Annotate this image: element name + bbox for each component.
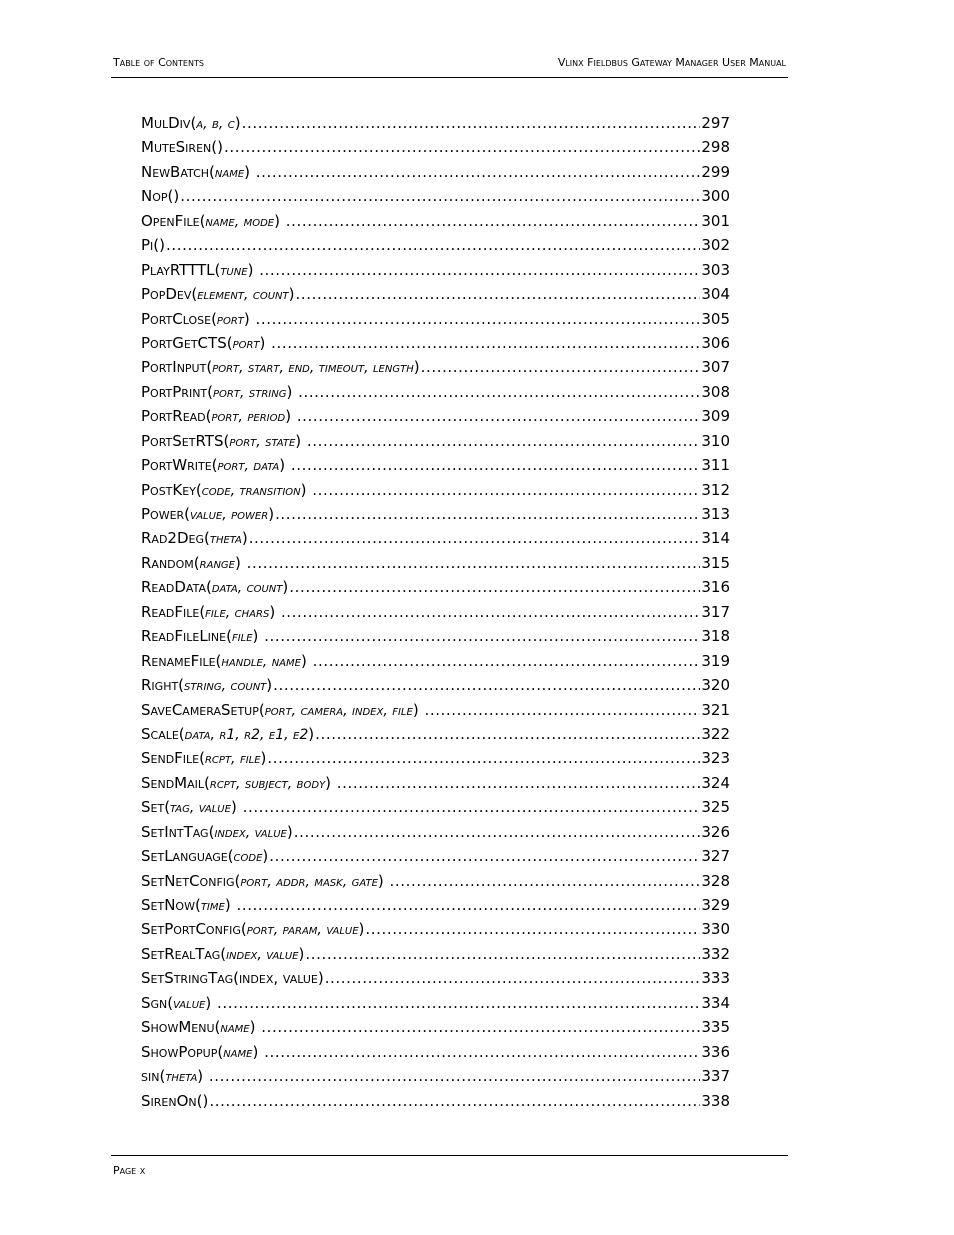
toc-entry[interactable] bbox=[141, 526, 730, 550]
toc-entry-function-name: ShowPopup( bbox=[141, 1042, 224, 1061]
toc-entry-closing-paren: ) bbox=[266, 676, 273, 695]
toc-entry-parameters: string, count bbox=[184, 678, 267, 695]
dot-leader bbox=[281, 600, 700, 624]
header-section-title: Table of Contents bbox=[113, 56, 204, 69]
toc-entry-closing-paren: ) bbox=[308, 724, 315, 743]
toc-entry-closing-paren: ) bbox=[260, 749, 267, 768]
toc-entry-closing-paren: ) bbox=[259, 333, 271, 352]
toc-entry-function-name: PlayRTTTL( bbox=[141, 260, 221, 279]
toc-entry-function-name: Nop() bbox=[141, 187, 180, 206]
toc-entry-function-name: SendFile( bbox=[141, 749, 205, 768]
toc-entry-parameters: port, period bbox=[211, 409, 286, 426]
toc-entry-page-number: 304 bbox=[701, 285, 730, 304]
dot-leader bbox=[236, 893, 700, 917]
toc-entry-closing-paren: ) bbox=[234, 114, 241, 132]
toc-entry-function-name: Scale( bbox=[141, 724, 185, 743]
toc-entry-function-name: SetNow( bbox=[141, 896, 201, 914]
toc-entry-closing-paren: ) bbox=[244, 162, 255, 181]
dot-leader bbox=[269, 844, 700, 868]
toc-entry-page-number: 333 bbox=[701, 969, 730, 988]
toc-entry-parameters: index, value bbox=[214, 824, 287, 841]
dot-leader bbox=[209, 1064, 700, 1088]
toc-entry[interactable] bbox=[141, 722, 730, 746]
dot-leader bbox=[424, 698, 700, 722]
toc-entry-parameters: file bbox=[231, 629, 253, 646]
toc-entry[interactable] bbox=[141, 624, 730, 648]
toc-entry-parameters: port, start, end, timeout, length bbox=[212, 360, 414, 377]
toc-entry[interactable] bbox=[141, 282, 730, 306]
toc-entry[interactable] bbox=[141, 551, 730, 575]
toc-entry-parameters: tune bbox=[220, 262, 248, 279]
toc-entry[interactable] bbox=[141, 502, 730, 526]
toc-entry[interactable] bbox=[141, 991, 730, 1015]
toc-entry[interactable] bbox=[141, 844, 730, 868]
toc-entry-parameters: name bbox=[214, 164, 245, 181]
toc-entry[interactable] bbox=[141, 307, 730, 331]
toc-entry-parameters: code bbox=[233, 849, 263, 866]
toc-entry-parameters: name, mode bbox=[205, 213, 275, 230]
toc-entry-parameters: theta bbox=[209, 531, 242, 548]
toc-entry-page-number: 327 bbox=[701, 847, 730, 866]
dot-leader bbox=[261, 1015, 700, 1039]
toc-entry-closing-paren: ) bbox=[358, 920, 365, 939]
dot-leader bbox=[256, 160, 701, 184]
toc-entry-closing-paren: ) bbox=[286, 822, 293, 841]
toc-entry-page-number: 334 bbox=[701, 993, 730, 1012]
toc-entry-page-number: 305 bbox=[701, 309, 730, 328]
toc-entry-function-name: OpenFile( bbox=[141, 211, 206, 230]
toc-entry-closing-paren: ) bbox=[205, 993, 216, 1012]
dot-leader bbox=[295, 282, 700, 306]
toc-entry-parameters: theta bbox=[165, 1069, 198, 1086]
toc-entry[interactable] bbox=[141, 575, 730, 599]
toc-entry-closing-paren: ) bbox=[241, 529, 248, 548]
toc-entry-closing-paren: ) bbox=[224, 896, 236, 914]
toc-entry-parameters: value bbox=[173, 995, 206, 1012]
toc-entry-page-number: 322 bbox=[701, 724, 730, 743]
toc-entry-page-number: 328 bbox=[701, 871, 730, 890]
toc-entry-function-name: Power( bbox=[141, 505, 191, 523]
toc-entry[interactable] bbox=[141, 600, 730, 624]
toc-entry-function-name: SetLanguage( bbox=[141, 847, 234, 866]
toc-entry[interactable] bbox=[141, 404, 730, 428]
toc-entry-function-name: RenameFile( bbox=[141, 651, 222, 670]
toc-entry[interactable] bbox=[141, 869, 730, 893]
toc-entry-closing-paren: ) bbox=[279, 456, 290, 475]
toc-entry-page-number: 326 bbox=[701, 822, 730, 841]
dot-leader bbox=[271, 331, 700, 355]
toc-entry-function-name: NewBatch( bbox=[141, 162, 215, 181]
dot-leader bbox=[267, 746, 700, 770]
toc-entry[interactable] bbox=[141, 649, 730, 673]
toc-entry-closing-paren: ) bbox=[252, 627, 264, 646]
toc-entry-page-number: 308 bbox=[701, 382, 730, 401]
toc-entry-closing-paren: ) bbox=[249, 1018, 261, 1037]
dot-leader bbox=[315, 722, 700, 746]
toc-entry-function-name: SetIntTag( bbox=[141, 822, 215, 841]
toc-entry-page-number: 307 bbox=[701, 358, 730, 377]
toc-entry-page-number: 317 bbox=[701, 602, 730, 621]
toc-entry-page-number: 319 bbox=[701, 651, 730, 670]
dot-leader bbox=[286, 209, 701, 233]
toc-entry-function-name: MulDiv( bbox=[141, 114, 197, 132]
toc-entry-function-name: SaveCameraSetup( bbox=[141, 700, 265, 719]
toc-entry[interactable] bbox=[141, 258, 730, 282]
dot-leader bbox=[291, 453, 701, 477]
dot-leader bbox=[217, 991, 700, 1015]
toc-entry-page-number: 338 bbox=[701, 1091, 730, 1110]
toc-entry-parameters: handle, name bbox=[221, 653, 301, 670]
toc-entry-closing-paren: ) bbox=[298, 944, 305, 963]
toc-entry-function-name: PortPrint( bbox=[141, 382, 213, 401]
dot-leader bbox=[365, 917, 700, 941]
toc-entry-parameters: port, param, value bbox=[246, 922, 359, 939]
toc-entry-page-number: 330 bbox=[701, 920, 730, 939]
toc-entry-page-number: 298 bbox=[701, 138, 730, 157]
toc-entry-parameters: port bbox=[232, 335, 260, 352]
dot-leader bbox=[275, 502, 700, 526]
toc-entry-function-name: ReadData( bbox=[141, 578, 212, 597]
dot-leader bbox=[305, 942, 700, 966]
toc-entry-function-name: SetStringTag(index, value) bbox=[141, 969, 324, 988]
toc-entry-parameters: port, camera, index, file bbox=[264, 702, 413, 719]
toc-entry-closing-paren: ) bbox=[286, 382, 298, 401]
toc-entry-function-name: MuteSiren() bbox=[141, 138, 223, 157]
toc-entry-function-name: PostKey( bbox=[141, 480, 202, 499]
toc-entry[interactable] bbox=[141, 429, 730, 453]
toc-entry-page-number: 335 bbox=[701, 1018, 730, 1037]
dot-leader bbox=[390, 869, 701, 893]
toc-entry-closing-paren: ) bbox=[243, 309, 255, 328]
toc-entry-page-number: 309 bbox=[701, 407, 730, 426]
toc-entry[interactable] bbox=[141, 771, 730, 795]
toc-entry[interactable] bbox=[141, 1064, 730, 1088]
toc-entry-parameters: range bbox=[199, 555, 235, 572]
dot-leader bbox=[337, 771, 701, 795]
toc-entry-function-name: PortSetRTS( bbox=[141, 431, 230, 450]
dot-leader bbox=[249, 526, 701, 550]
toc-entry-page-number: 323 bbox=[701, 749, 730, 768]
toc-entry-function-name: PortInput( bbox=[141, 358, 213, 377]
toc-entry-page-number: 325 bbox=[701, 798, 730, 817]
toc-entry-closing-paren: ) bbox=[300, 651, 312, 670]
toc-entry[interactable] bbox=[141, 160, 730, 184]
toc-entry[interactable] bbox=[141, 942, 730, 966]
toc-entry-page-number: 318 bbox=[701, 627, 730, 646]
toc-entry-parameters: data, r1, r2, e1, e2 bbox=[184, 726, 309, 743]
toc-entry-function-name: SetRealTag( bbox=[141, 944, 227, 963]
toc-entry-page-number: 310 bbox=[701, 431, 730, 450]
toc-entry-parameters: name bbox=[223, 1044, 253, 1061]
toc-entry-page-number: 329 bbox=[701, 896, 730, 914]
dot-leader bbox=[307, 429, 700, 453]
toc-entry-page-number: 313 bbox=[701, 505, 730, 523]
toc-entry-parameters: a, b, c bbox=[196, 116, 235, 132]
toc-entry-closing-paren: ) bbox=[295, 431, 306, 450]
toc-entry[interactable] bbox=[141, 1089, 730, 1113]
toc-entry-closing-paren: ) bbox=[377, 871, 389, 890]
toc-entry-page-number: 320 bbox=[701, 676, 730, 695]
dot-leader bbox=[247, 551, 701, 575]
dot-leader bbox=[264, 1040, 700, 1064]
toc-entry[interactable] bbox=[141, 135, 730, 159]
toc-entry[interactable] bbox=[141, 380, 730, 404]
toc-entry-page-number: 300 bbox=[701, 187, 730, 206]
dot-leader bbox=[209, 1089, 700, 1113]
toc-entry-page-number: 336 bbox=[701, 1042, 730, 1061]
toc-entry-page-number: 303 bbox=[701, 260, 730, 279]
toc-entry-parameters: rcpt, subject, body bbox=[209, 775, 326, 792]
toc-entry-function-name: Pi() bbox=[141, 236, 165, 255]
dot-leader bbox=[273, 673, 700, 697]
toc-entry[interactable] bbox=[141, 355, 730, 379]
toc-entry-parameters: port, data bbox=[217, 458, 280, 475]
dot-leader bbox=[313, 649, 701, 673]
toc-entry-function-name: PortWrite( bbox=[141, 456, 218, 475]
toc-entry[interactable] bbox=[141, 1040, 730, 1064]
dot-leader bbox=[297, 404, 701, 428]
toc-entry-closing-paren: ) bbox=[230, 798, 242, 817]
toc-entry-page-number: 316 bbox=[701, 578, 730, 597]
toc-entry[interactable] bbox=[141, 820, 730, 844]
toc-entry-parameters: tag, value bbox=[170, 800, 231, 817]
dot-leader bbox=[224, 135, 700, 159]
toc-entry-function-name: Rad2Deg( bbox=[141, 529, 210, 548]
dot-leader bbox=[312, 478, 700, 502]
toc-entry-parameters: code, transition bbox=[201, 482, 301, 499]
toc-entry-page-number: 299 bbox=[701, 162, 730, 181]
toc-entry-function-name: PopDev( bbox=[141, 285, 198, 304]
toc-entry[interactable] bbox=[141, 746, 730, 770]
toc-entry-parameters: port, addr, mask, gate bbox=[240, 873, 378, 890]
toc-entry-page-number: 311 bbox=[701, 456, 730, 475]
toc-entry-page-number: 306 bbox=[701, 333, 730, 352]
toc-entry[interactable] bbox=[141, 1015, 730, 1039]
toc-entry[interactable] bbox=[141, 184, 730, 208]
toc-entry-function-name: Right( bbox=[141, 676, 185, 695]
toc-entry[interactable] bbox=[141, 893, 730, 917]
page-footer bbox=[111, 1155, 788, 1177]
toc-entry-closing-paren: ) bbox=[274, 211, 285, 230]
page-number: Page x bbox=[113, 1164, 146, 1177]
dot-leader bbox=[259, 258, 700, 282]
toc-entry-parameters: port, state bbox=[229, 433, 296, 450]
toc-entry-function-name: ReadFileLine( bbox=[141, 627, 232, 646]
toc-entry-closing-paren: ) bbox=[269, 602, 280, 621]
dot-leader bbox=[294, 820, 701, 844]
toc-entry-function-name: SirenOn() bbox=[141, 1091, 209, 1110]
toc-entry-closing-paren: ) bbox=[325, 773, 336, 792]
table-of-contents bbox=[141, 111, 730, 1113]
toc-entry-function-name: Random( bbox=[141, 553, 200, 572]
dot-leader bbox=[256, 307, 701, 331]
toc-entry-function-name: sin( bbox=[141, 1067, 166, 1086]
toc-entry-function-name: SetPortConfig( bbox=[141, 920, 247, 939]
dot-leader bbox=[298, 380, 700, 404]
toc-entry-closing-paren: ) bbox=[197, 1067, 208, 1086]
dot-leader bbox=[325, 966, 701, 990]
toc-entry-function-name: Set( bbox=[141, 798, 171, 817]
toc-entry-parameters: rcpt, file bbox=[204, 751, 261, 768]
toc-entry-closing-paren: ) bbox=[300, 480, 312, 499]
toc-entry-function-name: SetNetConfig( bbox=[141, 871, 241, 890]
toc-entry-closing-paren: ) bbox=[413, 358, 420, 377]
toc-entry[interactable] bbox=[141, 209, 730, 233]
toc-entry-page-number: 332 bbox=[701, 944, 730, 963]
toc-entry-parameters: index, value bbox=[226, 946, 299, 963]
toc-entry-page-number: 302 bbox=[701, 236, 730, 255]
toc-entry-function-name: PortRead( bbox=[141, 407, 212, 426]
dot-leader bbox=[180, 184, 700, 208]
toc-entry-closing-paren: ) bbox=[252, 1042, 264, 1061]
dot-leader bbox=[166, 233, 700, 257]
toc-entry-closing-paren: ) bbox=[268, 505, 275, 523]
toc-entry-function-name: SendMail( bbox=[141, 773, 210, 792]
dot-leader bbox=[242, 111, 701, 135]
toc-entry-page-number: 301 bbox=[701, 211, 730, 230]
toc-entry[interactable] bbox=[141, 111, 730, 135]
toc-entry[interactable] bbox=[141, 331, 730, 355]
toc-entry-parameters: data, count bbox=[211, 580, 283, 597]
toc-entry[interactable] bbox=[141, 233, 730, 257]
header-manual-title: Vlinx Fieldbus Gateway Manager User Manual bbox=[557, 56, 786, 69]
toc-entry-parameters: file, chars bbox=[205, 604, 270, 621]
toc-entry-closing-paren: ) bbox=[285, 407, 296, 426]
toc-entry-page-number: 297 bbox=[701, 114, 730, 132]
toc-entry-closing-paren: ) bbox=[412, 700, 424, 719]
toc-entry[interactable] bbox=[141, 917, 730, 941]
toc-entry-page-number: 324 bbox=[701, 773, 730, 792]
toc-entry-parameters: port bbox=[216, 311, 244, 328]
dot-leader bbox=[243, 795, 701, 819]
toc-entry-parameters: time bbox=[200, 898, 225, 914]
toc-entry-parameters: name bbox=[220, 1020, 250, 1037]
dot-leader bbox=[264, 624, 700, 648]
toc-entry-function-name: PortGetCTS( bbox=[141, 333, 233, 352]
toc-entry-closing-paren: ) bbox=[247, 260, 259, 279]
page-header bbox=[111, 55, 788, 78]
toc-entry[interactable] bbox=[141, 453, 730, 477]
toc-entry-function-name: Sgn( bbox=[141, 993, 174, 1012]
toc-entry-page-number: 321 bbox=[701, 700, 730, 719]
toc-entry-page-number: 314 bbox=[701, 529, 730, 548]
toc-entry-parameters: port, string bbox=[213, 384, 287, 401]
toc-entry-page-number: 312 bbox=[701, 480, 730, 499]
toc-entry-closing-paren: ) bbox=[235, 553, 246, 572]
toc-entry-function-name: PortClose( bbox=[141, 309, 217, 328]
toc-entry[interactable] bbox=[141, 795, 730, 819]
toc-entry-parameters: element, count bbox=[197, 287, 289, 304]
toc-entry-function-name: ShowMenu( bbox=[141, 1018, 221, 1037]
toc-entry-closing-paren: ) bbox=[262, 847, 269, 866]
dot-leader bbox=[421, 355, 701, 379]
toc-entry-function-name: ReadFile( bbox=[141, 602, 206, 621]
toc-entry-page-number: 315 bbox=[701, 553, 730, 572]
toc-entry-page-number: 337 bbox=[701, 1067, 730, 1086]
toc-entry-parameters: value, power bbox=[190, 507, 269, 523]
toc-entry-closing-paren: ) bbox=[282, 578, 289, 597]
toc-entry[interactable] bbox=[141, 966, 730, 990]
toc-entry[interactable] bbox=[141, 673, 730, 697]
dot-leader bbox=[289, 575, 700, 599]
toc-entry-closing-paren: ) bbox=[288, 285, 295, 304]
toc-entry[interactable] bbox=[141, 698, 730, 722]
toc-entry[interactable] bbox=[141, 478, 730, 502]
